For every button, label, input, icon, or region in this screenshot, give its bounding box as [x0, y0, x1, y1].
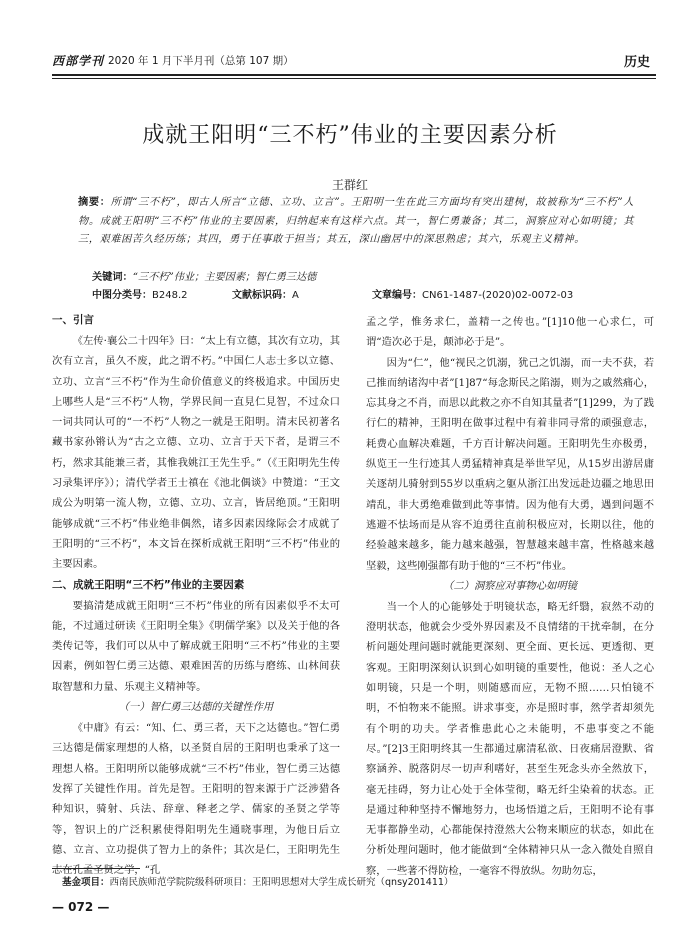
running-header: [52, 50, 652, 72]
page-number: — 072 —: [52, 900, 110, 914]
funding-note: [62, 874, 453, 888]
subsection-heading-virtues: （一）智仁勇三达德的关键性作用: [118, 701, 274, 714]
header-rule: [52, 74, 656, 76]
funding-label: 基金项目：: [62, 877, 110, 888]
body-paragraph: 因为“仁”，他“视民之饥溺，犹己之饥溺，而一夫不获，若己推而纳诸沟中者”[1]87“每念斯民之陷溺，则为之戚然痛心，忘其身之不肖，而思以此救之亦不自知其量者”[1]299，为了践行仁的精神，王阳明在做事过程中有着非同寻常的顽强意志，耗费心血解决难题，千方百计解决问题。王阳明先生亦极勇，纵览王一生行迹其人勇猛精神真是举世罕见，从15岁出游居庸关逐胡儿骑射到55岁以重病之躯从浙江出发远赴边疆之地思田靖乱，非大勇绝难做到此等事情。因为他有大勇，遇到问题不逃避不怯场而是从容不迫勇往直前积极应对，长期以往，他的经验越来越多，能力越来越强，智慧越来越丰富，性格越来越坚毅，这些刚强都有助于他的“三不朽”伟业。: [366, 356, 654, 572]
abstract-text: 所谓“三不朽”，即古人所言“立德、立功、立言”。王阳明一生在此三方面均有突出建树，故被称为“三不朽”人物。成就王阳明“三不朽”伟业的主要因素，归纳起来有这样六点。其一，智仁勇兼备；其二，洞察应对心如明镜；其三，艰难困苦久经历练；其四，勇于任事敢于担当；其五，深山幽居中的深思熟虑；其六，乐观主义精神。: [78, 197, 634, 245]
keywords-label: 关键词：: [92, 272, 133, 283]
issue-info: 2020 年 1 月下半月刊（总第 107 期）: [108, 55, 294, 67]
body-paragraph: 当一个人的心能够处于明镜状态，略无纤翳，寂然不动的澄明状态，他就会少受外界因素及不良情绪的干扰牵制，在分析问题处理问题时就能更深刻、更全面、更长远、更透彻、更客观。王阳明深刻认识到心如明镜的重要性，他说：圣人之心如明镜，只是一个明，则随感而应，无物不照……只怕镜不明，不怕物来不能照。讲求事变，亦是照时事，然学者却须先有个明的功夫。学者惟患此心之未能明，不患事变之不能尽。”[2]3王阳明终其一生都通过廓清私欲、日夜痛居澄默、省察涵养、脱落阴尽一切声利嗜好，甚至生死念头亦全然放下，毫无挂碍，努力让心处于全体莹彻，略无纤尘染着的状态。正是通过种种坚持不懈地努力，也场悟道之后，王阳明不论有事无事都静坐动，心都能保持澄然大公物来顺应的状态，如此在分析处理问题时，他才能做到“全体精神只从一念入微处自照自察，一些著不得防检，一毫容不得放纵。勿助勿忘，: [366, 600, 654, 877]
document-code: 文献标识码：A: [232, 290, 299, 301]
abstract-label: 摘要：: [78, 197, 111, 208]
keywords-text: “三不朽”伟业；主要因素；智仁勇三达德: [132, 272, 317, 283]
subsection-heading-mirror: （二）洞察应对事物心如明镜: [443, 579, 577, 592]
abstract: [78, 194, 634, 250]
footnote-rule: [52, 868, 140, 869]
body-paragraph: 《中庸》有云：“知、仁、勇三者，天下之达德也。”智仁勇三达德是儒家理想的人格，以圣贤自居的王阳明也秉承了这一理想人格。王阳明所以能够成就“三不朽”伟业，智仁勇三达德发挥了关键性作用。首先是智。王阳明的智来源于广泛涉猎各种知识，骑射、兵法、辞章、释老之学、儒家的圣贤之学等等，智识上的广泛积累使得阳明先生通晓事理，为他日后立德、立言、立功提供了智力上的条件；其次是仁，王阳明先生志在孔孟圣贤之学，“孔: [52, 722, 340, 877]
article-title: 成就王阳明“三不朽”伟业的主要因素分析: [142, 123, 558, 148]
body-paragraph: 要搞清楚成就王阳明“三不朽”伟业的所有因素似乎不太可能，不过通过研读《王阳明全集》《明儒学案》以及关于他的各类传记等，我们可以从中了解成就王阳明“三不朽”伟业的主要因素，例如智仁勇三达德、艰难困苦的历练与磨练、山林间获取智慧和力量、乐观主义精神等。: [52, 599, 340, 693]
section-heading-intro: 一、引言: [52, 314, 94, 326]
journal-logo: 西部学刊: [52, 54, 105, 68]
section-heading-factors: 二、成就王阳明“三不朽”伟业的主要因素: [52, 578, 245, 591]
article-author: 王群红: [331, 178, 368, 192]
header-rule-thin: [52, 78, 656, 79]
classification-number: 中图分类号：B248.2: [92, 290, 188, 301]
section-name: 历史: [623, 55, 650, 70]
article-number: 文章编号：CN61-1487-(2020)02-0072-03: [372, 290, 574, 301]
funding-text: 西南民族师范学院院级科研项目：王阳明思想对大学生成长研究（qnsy201411）: [109, 877, 454, 888]
body-paragraph: 《左传·襄公二十四年》曰：“太上有立德，其次有立功，其次有立言，虽久不废，此之谓不朽。”中国仁人志士多以立德、立功、立言“三不朽”作为生命价值意义的终极追求。中国历史上哪些人是“三不朽”人物，学界民间一直見仁見智，不过众口一词共同认可的“一不朽”人物之一就是王阳明。清末民初著名藏书家孙锵认为“古之立德、立功、立言于天下者，是谓三不朽，然求其能兼三者，其惟我姚江王先生乎。”（《王阳明先生传习录集评序》）；清代学者王士禛在《池北偶谈》中赞道：“王文成公为明第一流人物，立德、立功、立言，皆居绝顶。”王阳明能够成就“三不朽”伟业绝非偶然，诸多因素因缘际会才成就了王阳明的“三不朽”，本文旨在探析成就王阳明“三不朽”伟业的主要因素。: [52, 335, 340, 571]
body-paragraph-continued: 孟之学，惟务求仁，盖精一之传也。”[1]10他一心求仁，可谓“造次必于是，颠沛必于是”。: [366, 316, 654, 349]
body-column-right: [366, 312, 654, 881]
body-column-left: [52, 312, 340, 880]
keywords: [92, 268, 632, 283]
